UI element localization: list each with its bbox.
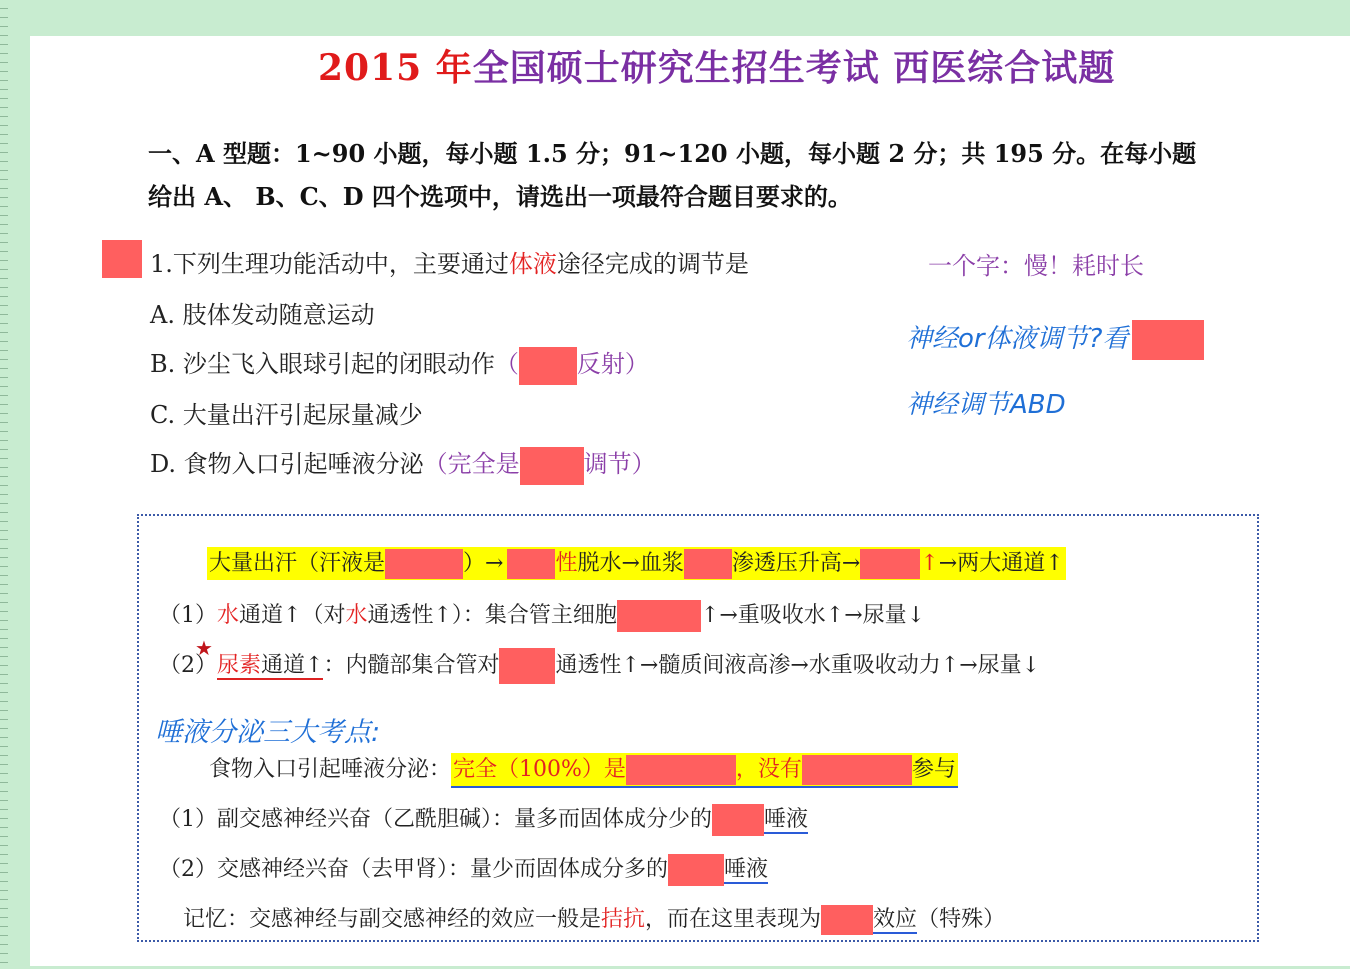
star-icon: ★: [195, 636, 213, 660]
redaction-box: [507, 549, 555, 579]
sweat-p7: →两大通道↑: [938, 551, 1064, 576]
memory-line: [183, 902, 1005, 935]
saliva-p4: 参与: [911, 757, 956, 782]
redaction-box: [385, 549, 463, 579]
question-stem: [150, 244, 749, 279]
item2-p2: 尿素: [217, 653, 262, 678]
handwritten-note-1: [906, 318, 1204, 360]
memory-p4: 效应: [873, 907, 918, 932]
title-year: 2015 年: [318, 47, 473, 89]
saliva1-p1: （1）副交感神经兴奋（乙酰胆碱）：量多而固体成分少的: [159, 807, 712, 832]
item1-p1: （1）: [159, 603, 217, 628]
saliva-item-2: [159, 852, 768, 886]
redaction-box: [802, 755, 912, 785]
sweat-p1: 大量出汗（汗液是: [209, 551, 386, 576]
option-d: [150, 444, 656, 485]
sweat-p2: ）→: [463, 551, 504, 576]
redaction-box: [821, 905, 873, 935]
memory-underline: [821, 907, 917, 934]
saliva-p3: ，没有: [735, 757, 802, 782]
item1-p5: 通透性↑）：集合管主细胞: [367, 603, 617, 628]
memory-p2: 拮抗: [601, 907, 646, 932]
item-2: [159, 648, 1040, 684]
stem-pre: 1.下列生理功能活动中，主要通过: [150, 250, 509, 278]
item1-p6: ↑→重吸收水↑→尿量↓: [700, 603, 926, 628]
sweat-line-highlight: [207, 547, 1066, 580]
sweat-p3: 性: [555, 551, 578, 576]
memory-p3: ，而在这里表现为: [645, 907, 822, 932]
saliva1-p2: 唾液: [764, 807, 809, 832]
redaction-box: [626, 755, 736, 785]
explanation-box: [137, 514, 1259, 942]
redaction-box: [499, 648, 555, 684]
saliva-p1: 食物入口引起唾液分泌：: [209, 757, 452, 782]
memory-p5: （特殊）: [917, 907, 1006, 932]
redaction-box: [520, 447, 584, 485]
stem-post: 途径完成的调节是: [556, 250, 749, 278]
memory-p1: 记忆：交感神经与副交感神经的效应一般是: [183, 907, 602, 932]
option-b-note-close: 反射）: [576, 350, 649, 378]
saliva-item-1: [159, 802, 808, 836]
sweat-p5: 渗透压升高→: [731, 551, 861, 576]
page-title: [318, 40, 1115, 91]
option-d-text: D. 食物入口引起唾液分泌: [150, 450, 424, 478]
instructions-line-1: 一、A 型题：1~90 小题，每小题 1.5 分；91~120 小题，每小题 2 分；共 195 分。在每小题: [148, 139, 1197, 168]
redaction-box: [617, 600, 701, 632]
option-b-text: B. 沙尘飞入眼球引起的闭眼动作: [150, 350, 495, 378]
sweat-line: [207, 546, 1066, 579]
saliva2-p1: （2）交感神经兴奋（去甲肾）：量少而固体成分多的: [159, 857, 668, 882]
saliva2-underline: [668, 857, 768, 884]
saliva2-p2: 唾液: [724, 857, 769, 882]
option-c: C. 大量出汗引起尿量减少: [150, 401, 423, 429]
redaction-box: [860, 549, 920, 579]
item-1: [159, 598, 925, 632]
side-hint: 一个字：慢！耗时长: [928, 252, 1144, 280]
redaction-box: [1132, 320, 1204, 360]
handwritten-note-2: 神经调节ABD: [906, 390, 1066, 420]
stem-keyword: 体液: [508, 250, 557, 278]
option-b-note-open: （: [494, 350, 519, 378]
redaction-box: [102, 240, 142, 278]
redaction-box: [519, 347, 577, 385]
saliva1-underline: [712, 807, 808, 834]
saliva-heading: 唾液分泌三大考点:: [155, 717, 381, 748]
option-a: A. 肢体发动随意运动: [150, 301, 375, 329]
item2-p1: （2）: [159, 653, 217, 678]
saliva-highlight: [451, 753, 958, 788]
item2-p3a: 通道↑: [261, 653, 324, 678]
option-d-note-close: 调节）: [583, 450, 656, 478]
item2-urea-underline: [217, 653, 323, 680]
page-margin-marks: [0, 0, 8, 969]
item1-p4: 水: [345, 603, 368, 628]
instructions-line-2: 给出 A、 B、C、D 四个选项中，请选出一项最符合题目要求的。: [148, 182, 852, 211]
option-b: [150, 344, 649, 385]
option-d-note-open: （完全是: [423, 450, 520, 478]
item2-p4: 通透性↑→髓质间液高渗→水重吸收动力↑→尿量↓: [555, 653, 1041, 678]
handwritten-note-1-text: 神经or体液调节?看: [906, 324, 1129, 354]
item1-p2: 水: [217, 603, 240, 628]
saliva-p2: 完全（100%）是: [453, 757, 626, 782]
redaction-box: [668, 854, 724, 886]
sweat-p4: 脱水→血浆: [577, 551, 684, 576]
saliva-line: [209, 752, 958, 785]
redaction-box: [684, 549, 732, 579]
item2-p3-visible: ：内髓部集合管对: [323, 653, 500, 678]
sweat-p6: ↑: [920, 551, 939, 576]
document-page: [30, 36, 1350, 966]
redaction-box: [712, 804, 764, 836]
title-text: 全国硕士研究生招生考试 西医综合试题: [472, 48, 1116, 89]
item1-p3: 通道↑（对: [239, 603, 346, 628]
